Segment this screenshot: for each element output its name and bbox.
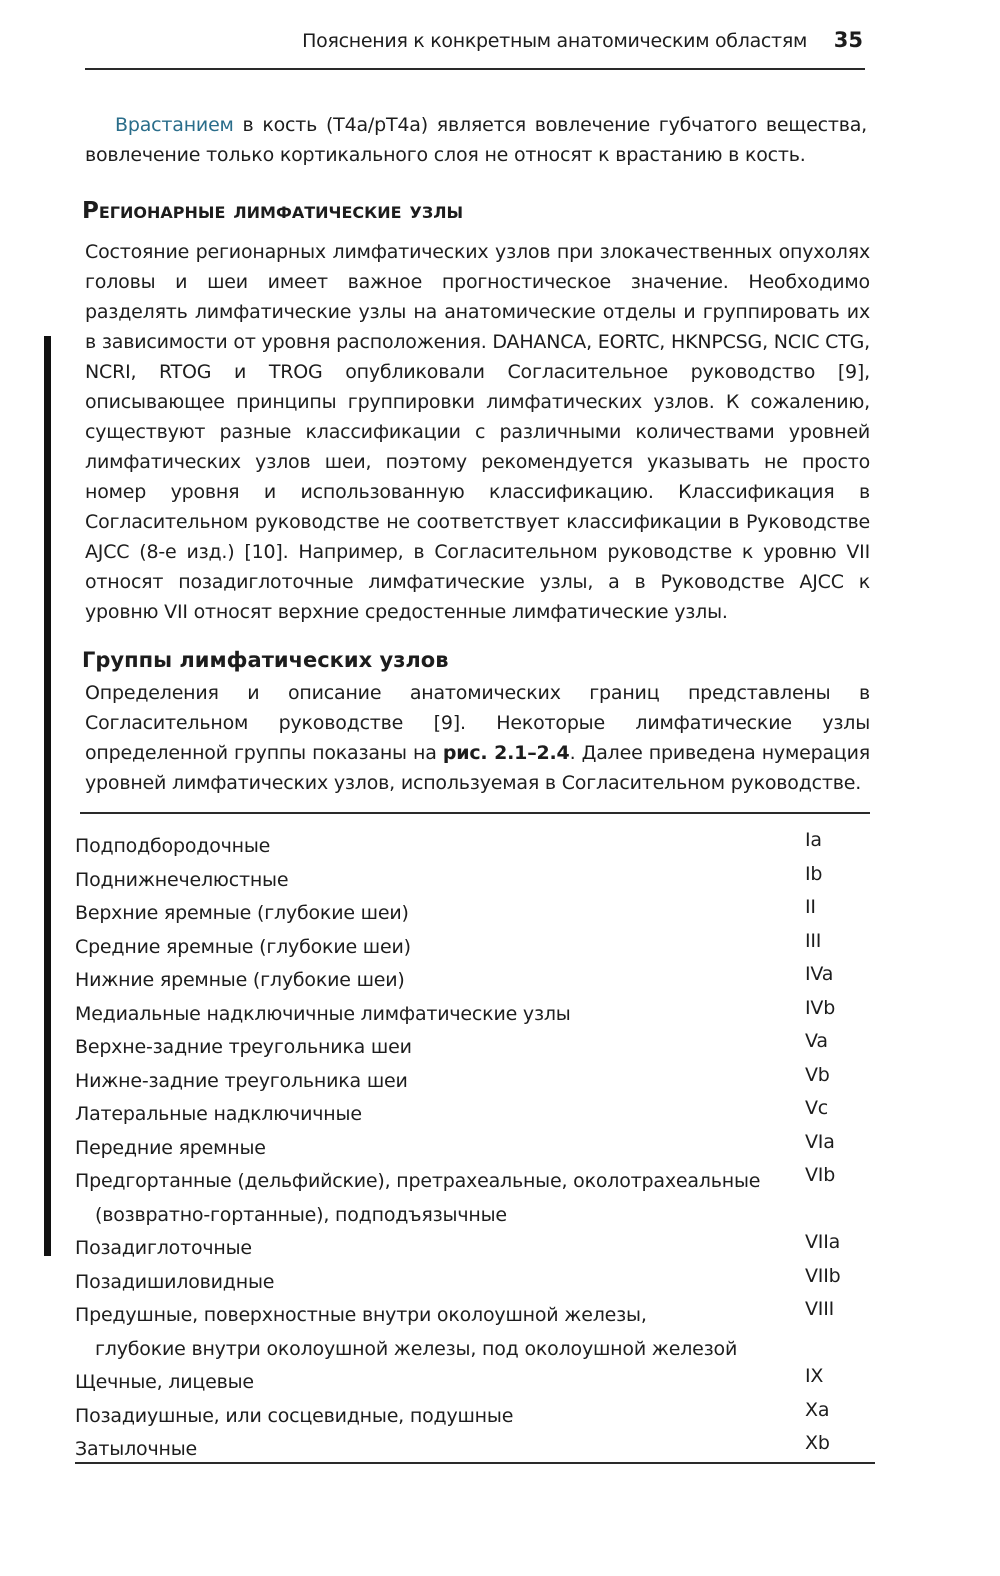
section-heading: Регионарные лимфатические узлы: [82, 198, 464, 224]
node-group-name-line: Позадишиловидные: [75, 1270, 275, 1293]
table-top-rule: [80, 812, 870, 814]
intro-paragraph: [85, 110, 867, 170]
table-bottom-rule: [75, 1462, 875, 1464]
node-group-name-line: Предгортанные (дельфийские), претрахеальные, околотрахеальные: [75, 1170, 761, 1192]
node-level: VIII: [805, 1298, 835, 1320]
node-level: Xb: [805, 1432, 830, 1454]
page-number: 35: [833, 28, 863, 52]
table-row: [75, 1065, 875, 1099]
table-row: [75, 931, 875, 965]
node-group-name: [75, 1266, 800, 1300]
subsection-text-after: . Далее приведена нумерация уровней лимфатических узлов, используемая в Согласительном руководстве.: [85, 742, 870, 794]
table-row: [75, 1299, 875, 1366]
node-group-name: [75, 964, 800, 998]
table-row: [75, 830, 875, 864]
node-group-name-line: Средние яремные (глубокие шеи): [75, 935, 411, 958]
section-paragraph: Состояние регионарных лимфатических узлов при злокачественных опухолях головы и шеи имеет важное прогностическое значение. Необходимо разделять лимфатические узлы на анатомические отделы и группировать их в зависимости от уровня расположения. DAHANCA, EORTC, HKNPCSG, NCIC CTG, NCRI, RTOG и TROG опубликовали Согласительное руководство [9], описывающее принципы группировки лимфатических узлов. К сожалению, существуют разные классификации с различными количествами уровней лимфатических узлов шеи, поэтому рекомендуется указывать не просто номер уровня и использованную классификацию. Классификация в Согласительном руководстве не соответствует классификации в Руководстве AJCC (8-е изд.) [10]. Например, в Согласительном руководстве к уровню VII относят позадиглоточные лимфатические узлы, а в Руководстве AJCC к уровню VII относят верхние средостенные лимфатические узлы.: [85, 241, 870, 623]
figure-reference: рис. 2.1–2.4: [442, 742, 570, 764]
table-row: [75, 864, 875, 898]
table-row: [75, 1031, 875, 1065]
node-group-name-line: Позадиушные, или сосцевидные, подушные: [75, 1404, 514, 1427]
node-group-name: [75, 897, 800, 931]
node-level: II: [805, 896, 816, 918]
node-group-name-line: Верхние яремные (глубокие шеи): [75, 902, 409, 924]
node-group-name-line: Латеральные надключичные: [75, 1103, 362, 1125]
node-group-name: [75, 998, 800, 1032]
node-level: VIb: [805, 1164, 836, 1186]
table-row: [75, 1366, 875, 1400]
node-group-name: [75, 1065, 800, 1099]
node-group-name-line: Щечные, лицевые: [75, 1371, 254, 1393]
node-level: IX: [805, 1365, 824, 1387]
table-row: [75, 998, 875, 1032]
highlighted-term: Врастанием: [115, 114, 234, 136]
revision-bar: [44, 336, 51, 1256]
node-level: Vc: [805, 1097, 829, 1119]
node-level: III: [805, 929, 822, 952]
node-level: VIa: [805, 1130, 835, 1153]
node-group-name: [75, 864, 800, 898]
table-row: [75, 1232, 875, 1266]
node-group-name-line: Нижние яремные (глубокие шеи): [75, 969, 405, 991]
node-level: VIIa: [805, 1231, 841, 1253]
table-row: [75, 1132, 875, 1166]
node-group-name: [75, 830, 800, 864]
node-group-name: [75, 931, 800, 965]
table-row: [75, 897, 875, 931]
node-group-name-line: Медиальные надключичные лимфатические узлы: [75, 1002, 571, 1025]
node-level: Ib: [805, 862, 823, 885]
lymph-node-levels-table: [75, 830, 875, 1467]
node-group-name-line: Верхне-задние треугольника шеи: [75, 1036, 412, 1058]
table-row: [75, 1098, 875, 1132]
node-level: IVb: [805, 996, 836, 1019]
intro-text: в кость (T4a/pT4a) является вовлечение губчатого вещества, вовлечение только кортикального слоя не относят к врастанию в кость.: [85, 114, 867, 166]
node-group-name: [75, 1132, 800, 1166]
node-group-name-line: Подподбородочные: [75, 835, 271, 857]
table-row: [75, 1165, 875, 1232]
node-group-name: [75, 1165, 800, 1232]
node-level: Ia: [805, 829, 822, 851]
node-group-name-line: Позадиглоточные: [75, 1237, 252, 1259]
node-group-name-line: Предушные, поверхностные внутри околоушной железы,: [75, 1304, 647, 1326]
node-group-name: [75, 1299, 800, 1366]
node-group-name: [75, 1400, 800, 1434]
node-level: IVa: [805, 963, 834, 985]
node-level: Xa: [805, 1398, 830, 1421]
node-level: Vb: [805, 1063, 830, 1086]
table-row: [75, 964, 875, 998]
subsection-text-before: Определения и описание анатомических границ представлены в Согласительном руководстве [9]. Некоторые лимфатические узлы определенной группы показаны на: [85, 682, 870, 764]
node-group-name-line: Поднижнечелюстные: [75, 868, 289, 891]
subsection-paragraph: [85, 678, 870, 798]
node-level: VIIb: [805, 1264, 841, 1287]
node-level: Va: [805, 1030, 828, 1052]
running-header: [85, 28, 865, 70]
node-group-name: [75, 1098, 800, 1132]
running-header-title: Пояснения к конкретным анатомическим областям: [302, 30, 807, 52]
table-row: [75, 1400, 875, 1434]
table-row: [75, 1266, 875, 1300]
node-group-name-line: Затылочные: [75, 1438, 198, 1460]
node-group-name: [75, 1232, 800, 1266]
subsection-heading: Группы лимфатических узлов: [82, 648, 449, 672]
node-group-name: [75, 1366, 800, 1400]
node-group-name-line: Передние яремные: [75, 1136, 266, 1159]
node-group-name-continuation: (возвратно-гортанные), подподъязычные: [95, 1203, 507, 1226]
node-group-name-continuation: глубокие внутри околоушной железы, под околоушной железой: [95, 1337, 738, 1360]
node-group-name: [75, 1031, 800, 1065]
node-group-name-line: Нижне-задние треугольника шеи: [75, 1069, 408, 1092]
